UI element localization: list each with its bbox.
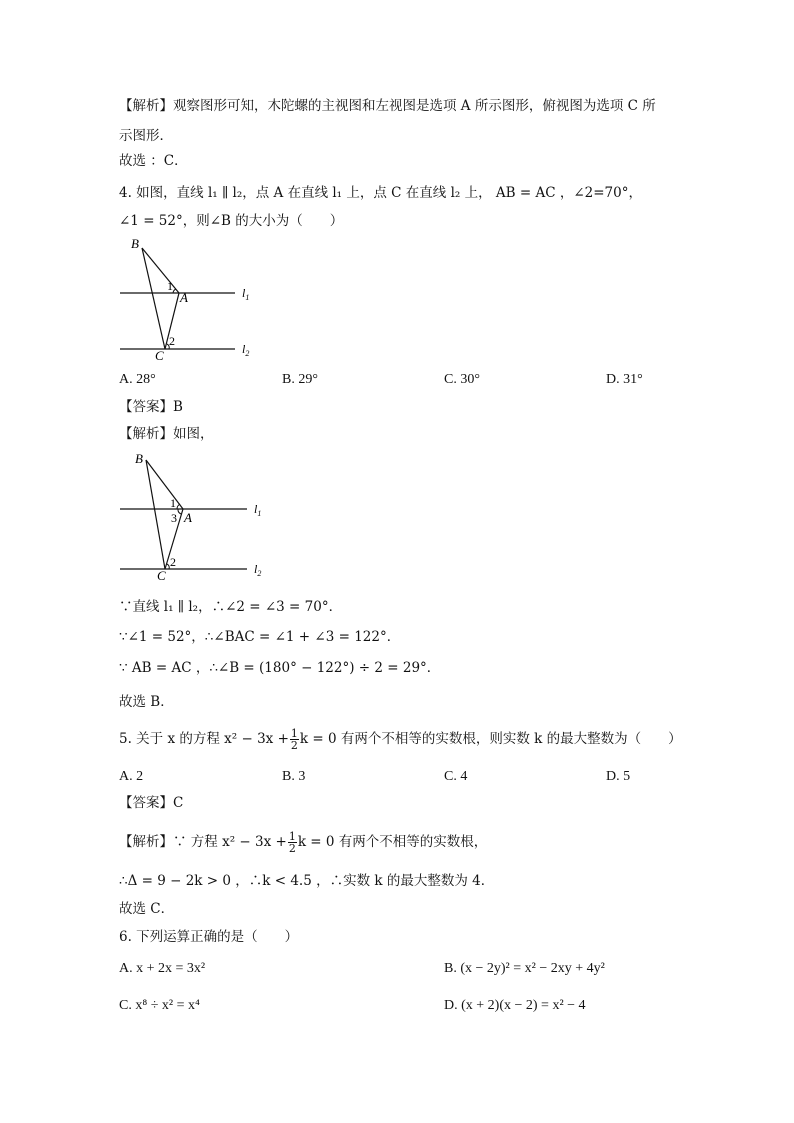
q5-stem-part-b: k = 0 有两个不相等的实数根，则实数 k 的最大整数为（ ） xyxy=(299,731,682,747)
q5-option-d: D. 5 xyxy=(606,769,631,784)
q4-stem-line1: 4. 如图，直线 l₁ ∥ l₂，点 A 在直线 l₁ 上，点 C 在直线 l₂ 上， AB = AC ，∠2=70°， xyxy=(119,185,642,201)
q4-analysis-head: 【解析】如图， xyxy=(119,426,214,442)
label-l2: $l_2$ xyxy=(254,562,262,578)
label-b: B xyxy=(131,238,139,251)
label-b: B xyxy=(135,451,143,466)
q4-figure xyxy=(115,238,265,363)
segment-bc xyxy=(142,248,165,349)
q4-step1: ∵直线 l₁ ∥ l₂，∴∠2 = ∠3 = 70°． xyxy=(119,599,343,615)
q5-analysis-part-b: k = 0 有两个不相等的实数根， xyxy=(297,834,488,850)
label-l2: $l_2$ xyxy=(242,342,250,358)
q6-option-c: C. x⁸ ÷ x² = x⁴ xyxy=(119,998,200,1013)
label-1: 1 xyxy=(167,279,173,293)
q5-option-b: B. 3 xyxy=(282,769,306,784)
q4-stem-line2: ∠1 = 52°，则∠B 的大小为（ ） xyxy=(119,213,344,229)
label-l1: $l_1$ xyxy=(254,502,262,518)
q5-stem xyxy=(119,728,682,751)
q5-step1: ∴Δ = 9 − 2k > 0 ，∴k < 4.5 ，∴实数 k 的最大整数为 4． xyxy=(119,873,495,889)
label-2: 2 xyxy=(169,334,175,348)
fraction-half: $\frac{1}{2}$ xyxy=(288,830,296,855)
label-2: 2 xyxy=(170,555,176,569)
q4-analysis-figure xyxy=(115,450,265,585)
q6-option-b: B. (x − 2y)² = x² − 2xy + 4y² xyxy=(444,961,605,976)
q4-step3: ∵ AB = AC ，∴∠B = (180° − 122°) ÷ 2 = 29°． xyxy=(119,660,441,676)
q5-analysis-part-a: 【解析】∵ 方程 x² − 3x + xyxy=(119,834,287,850)
prev-analysis-line1: 【解析】观察图形可知，木陀螺的主视图和左视图是选项 A 所示图形，俯视图为选项 C 所 xyxy=(119,98,656,114)
q4-conclusion: 故选 B． xyxy=(119,694,174,710)
label-a: A xyxy=(180,290,188,305)
prev-analysis-line2: 示图形． xyxy=(119,128,173,144)
q6-option-d: D. (x + 2)(x − 2) = x² − 4 xyxy=(444,998,586,1013)
fraction-half: $\frac{1}{2}$ xyxy=(290,727,298,752)
q6-option-a: A. x + 2x = 3x² xyxy=(119,961,206,976)
q4-option-b: B. 29° xyxy=(282,372,318,387)
segment-ba xyxy=(146,460,183,509)
q4-option-d: D. 31° xyxy=(606,372,643,387)
label-c: C xyxy=(157,568,166,583)
q4-answer: 【答案】B xyxy=(119,399,183,415)
q5-answer: 【答案】C xyxy=(119,795,184,811)
segment-bc xyxy=(146,460,165,569)
q4-option-a: A. 28° xyxy=(119,372,156,387)
q6-stem: 6. 下列运算正确的是（ ） xyxy=(119,929,299,945)
q4-step2: ∵∠1 = 52°，∴∠BAC = ∠1 + ∠3 = 122°． xyxy=(119,629,401,645)
q5-option-a: A. 2 xyxy=(119,769,144,784)
q5-option-c: C. 4 xyxy=(444,769,468,784)
label-1: 1 xyxy=(170,496,176,510)
q5-conclusion: 故选 C． xyxy=(119,901,175,917)
label-c: C xyxy=(155,348,164,363)
label-3: 3 xyxy=(171,511,177,525)
label-a: A xyxy=(184,510,192,525)
prev-answer: 故选 ：C． xyxy=(119,153,188,169)
q4-option-c: C. 30° xyxy=(444,372,480,387)
q5-stem-part-a: 5. 关于 x 的方程 x² − 3x + xyxy=(119,731,289,747)
q5-analysis xyxy=(119,831,487,854)
label-l1: $l_1$ xyxy=(242,286,250,302)
